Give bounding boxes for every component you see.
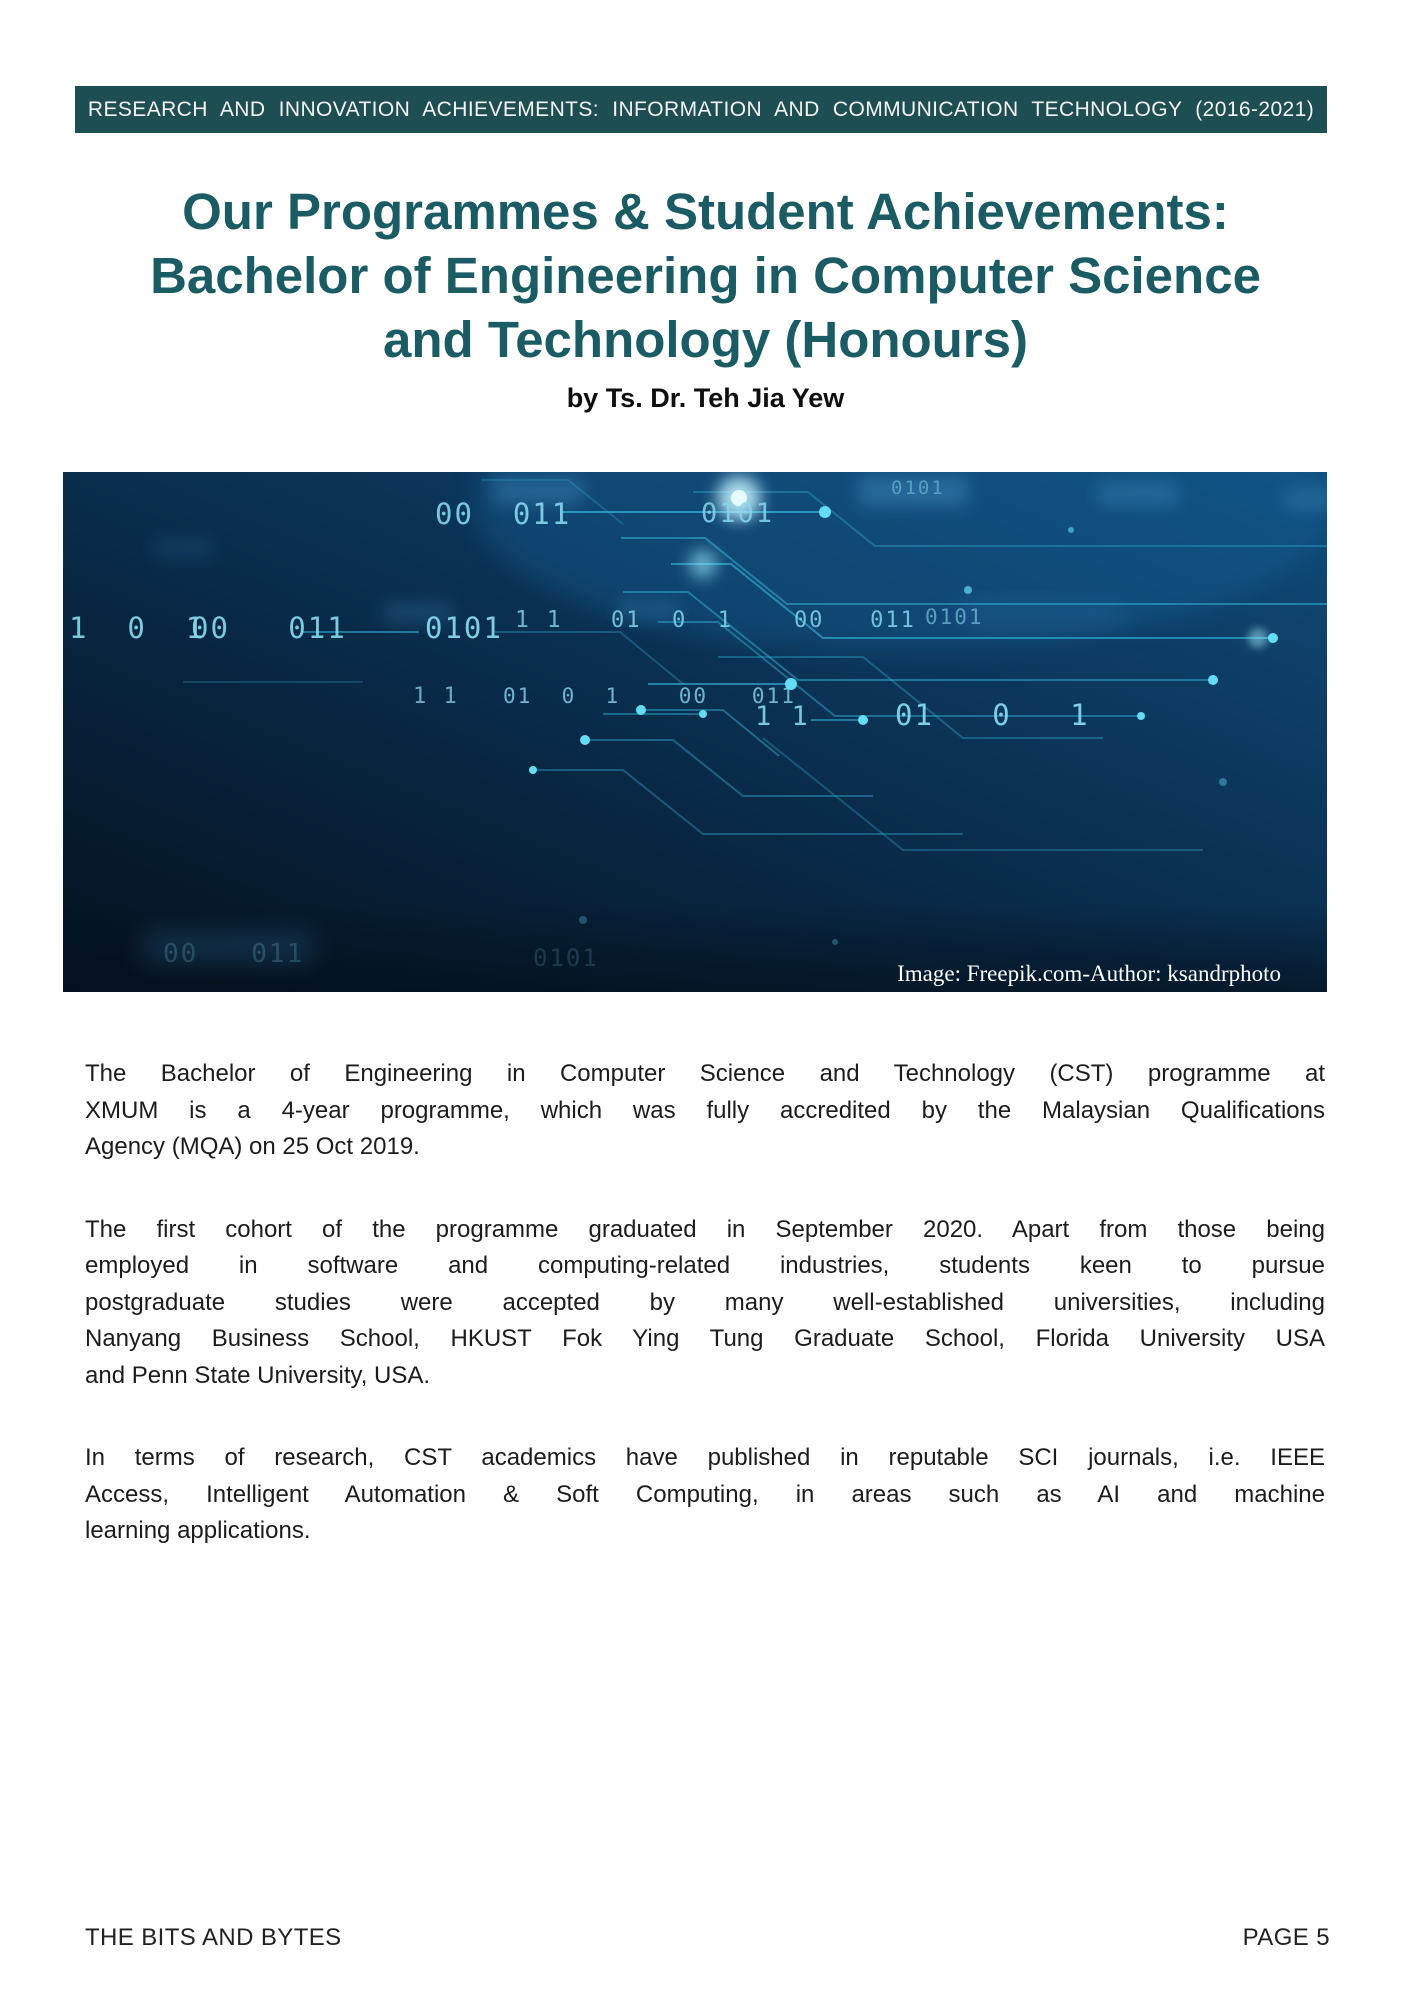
svg-text:00 011: 00 011 bbox=[191, 611, 347, 645]
svg-text:01 0 1 00 011: 01 0 1 00 011 bbox=[611, 608, 916, 633]
hero-image-credit: Image: Freepik.com-Author: ksandrphoto bbox=[897, 961, 1281, 986]
svg-text:0101: 0101 bbox=[891, 477, 945, 499]
svg-text:1 1: 1 1 bbox=[755, 701, 810, 732]
article-byline: by Ts. Dr. Teh Jia Yew bbox=[566, 383, 845, 413]
paragraph-3: In terms of research, CST academics have published in reputable SCI journals, i.e. IEEE Access, Intelligent Automation & Soft Computing, in areas such as AI and machine learning applications. bbox=[85, 1444, 1325, 1544]
svg-text:1 1: 1 1 bbox=[515, 607, 563, 633]
footer-page-number: PAGE 5 bbox=[1242, 1924, 1330, 1951]
svg-text:0101: 0101 bbox=[533, 944, 599, 972]
circuit-board-illustration bbox=[63, 472, 1327, 992]
article-body bbox=[85, 1056, 1325, 1596]
article-title: Our Programmes & Student Achievements: Bachelor of Engineering in Computer Science and Technology (Honours) bbox=[150, 183, 1261, 368]
header-banner-text: RESEARCH AND INNOVATION ACHIEVEMENTS: INFORMATION AND COMMUNICATION TECHNOLOGY (2016-2021) bbox=[87, 97, 1315, 121]
svg-text:0101: 0101 bbox=[701, 498, 775, 529]
hero-image bbox=[63, 472, 1327, 992]
page-footer bbox=[85, 1924, 1330, 1952]
svg-text:1 0 1: 1 0 1 bbox=[69, 611, 206, 645]
svg-text:0101: 0101 bbox=[425, 611, 503, 645]
paragraph-1: The Bachelor of Engineering in Computer Science and Technology (CST) programme at XMUM is a 4-year programme, which was fully accredited by the Malaysian Qualifications Agency (MQA) on 25 Oct 2019. bbox=[85, 1060, 1325, 1160]
svg-text:1 1: 1 1 bbox=[413, 684, 459, 709]
header-banner bbox=[75, 86, 1327, 133]
svg-text:01 0 1 00 011: 01 0 1 00 011 bbox=[503, 684, 796, 708]
svg-text:00 011: 00 011 bbox=[435, 497, 572, 531]
footer-publication-title: THE BITS AND BYTES bbox=[85, 1924, 342, 1951]
svg-text:0101: 0101 bbox=[925, 605, 984, 629]
svg-text:00 011: 00 011 bbox=[163, 939, 305, 969]
paragraph-2: The first cohort of the programme graduated in September 2020. Apart from those being employed in software and computing-related industries, students keen to pursue postgraduate studies were accepted by many well-established universities, including Nanyang Business School, HKUST Fok Ying Tung Graduate School, Florida University USA and Penn State University, USA. bbox=[85, 1215, 1325, 1389]
svg-text:01 0 1: 01 0 1 bbox=[895, 698, 1090, 732]
